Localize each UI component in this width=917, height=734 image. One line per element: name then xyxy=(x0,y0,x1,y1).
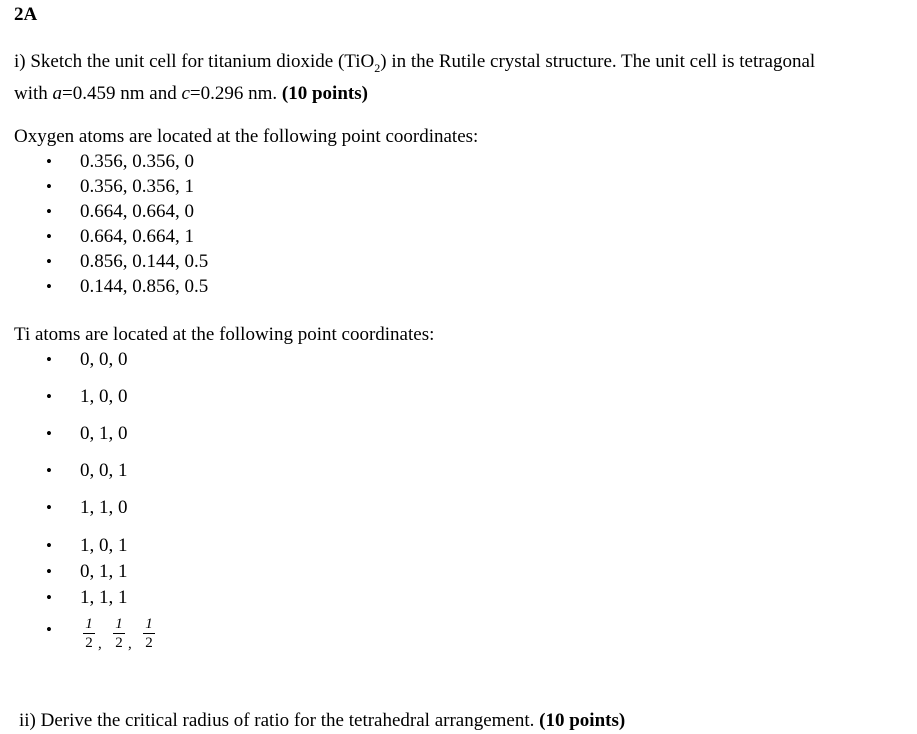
list-item: • 0.356, 0.356, 1 xyxy=(46,176,194,197)
bullet-icon: • xyxy=(46,588,52,607)
list-item: • 1, 0, 1 xyxy=(46,535,128,556)
titanium-intro: Ti atoms are located at the following point coordinates: xyxy=(14,324,435,345)
bullet-icon: • xyxy=(46,461,52,480)
list-item: • 0.664, 0.664, 0 xyxy=(46,201,194,222)
bullet-icon: • xyxy=(46,152,52,171)
list-item: • 1, 1, 0 xyxy=(46,497,128,518)
list-item: • 0, 0, 0 xyxy=(46,349,128,370)
section-heading: 2A xyxy=(14,4,38,25)
bullet-icon: • xyxy=(46,387,52,406)
bullet-icon: • xyxy=(46,277,52,296)
bullet-icon: • xyxy=(46,498,52,517)
fraction-x: 1 2 xyxy=(82,616,96,651)
bullet-icon: • xyxy=(46,424,52,443)
question-1-text: i) Sketch the unit cell for titanium dioxide (TiO$_2$) in the Rutile crystal structure. The unit cell is tetragonal with a=0.459 nm and c=0.296 nm. (10 points) xyxy=(14,51,816,104)
bullet-icon: • xyxy=(46,350,52,369)
oxygen-intro: Oxygen atoms are located at the following point coordinates: xyxy=(14,126,479,147)
list-item: • 0.856, 0.144, 0.5 xyxy=(46,251,209,272)
fraction-y: 1 2 xyxy=(112,616,126,651)
fraction-z: 1 2 xyxy=(142,616,156,651)
bullet-icon: • xyxy=(46,227,52,246)
list-item: • 0, 0, 1 xyxy=(46,460,128,481)
list-item: • 0.144, 0.856, 0.5 xyxy=(46,276,209,297)
list-item: • 1, 1, 1 xyxy=(46,587,128,608)
list-item: • 0.664, 0.664, 1 xyxy=(46,226,194,247)
question-1-points: (10 points) xyxy=(281,82,368,104)
list-item: • 0.356, 0.356, 0 xyxy=(46,151,194,172)
bullet-icon: • xyxy=(46,252,52,271)
bullet-icon: • xyxy=(46,177,52,196)
question-2-text: ii) Derive the critical radius of ratio for the tetrahedral arrangement. (10 points) xyxy=(19,710,626,731)
bullet-icon: • xyxy=(46,620,52,639)
bullet-icon: • xyxy=(46,536,52,555)
bullet-icon: • xyxy=(46,562,52,581)
oxygen-coordinate-list xyxy=(0,149,208,299)
list-item: • 0, 1, 1 xyxy=(46,561,128,582)
list-item: • 1, 0, 0 xyxy=(46,386,128,407)
list-item: • 0, 1, 0 xyxy=(46,423,128,444)
bullet-icon: • xyxy=(46,202,52,221)
question-2-points: (10 points) xyxy=(539,710,626,731)
